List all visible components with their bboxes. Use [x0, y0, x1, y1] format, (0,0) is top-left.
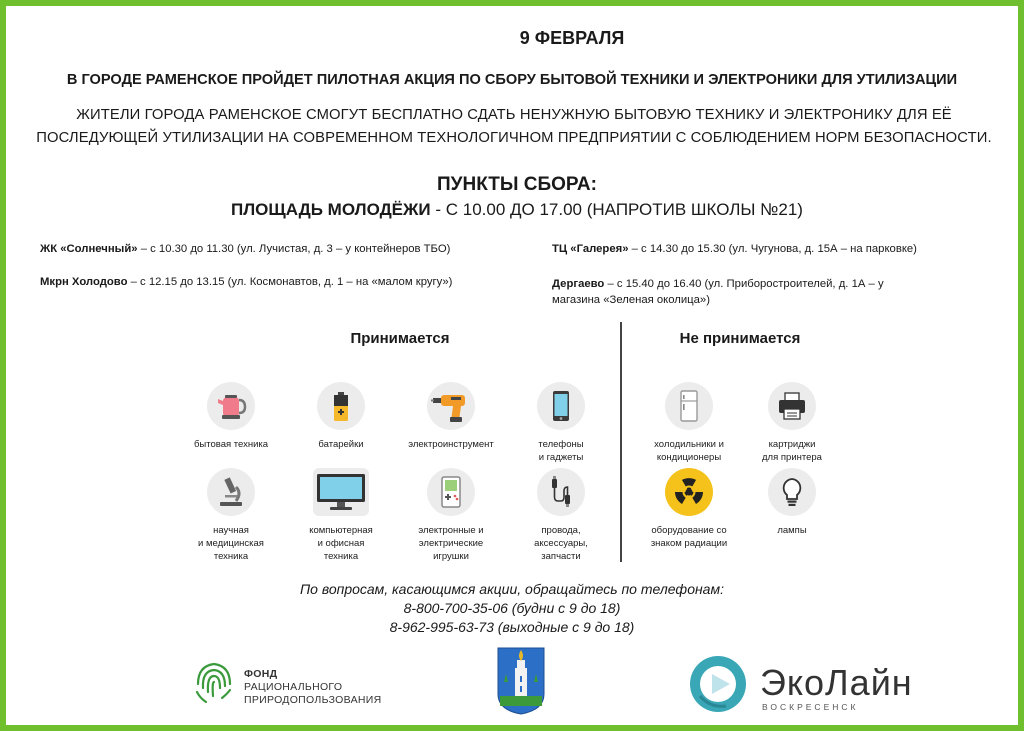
- not-accepted-item: [634, 468, 744, 550]
- main-place-name: ПЛОЩАДЬ МОЛОДЁЖИ: [231, 200, 431, 219]
- item-label: компьютерная: [309, 525, 373, 536]
- item-label: для принтера: [762, 452, 822, 463]
- accepted-item: [176, 468, 286, 563]
- not-accepted-title: Не принимается: [679, 330, 801, 347]
- item-label: электрические: [418, 538, 484, 549]
- kettle-icon: [207, 382, 255, 430]
- main-collection-point: [0, 200, 1024, 220]
- ecoline-name: ЭкоЛайн: [760, 662, 913, 703]
- contact-info: [0, 580, 1024, 637]
- microscope-icon: [207, 468, 255, 516]
- location-name: Мкрн Холодово: [40, 276, 128, 288]
- battery-icon: [317, 382, 365, 430]
- fund-logo-text: [244, 668, 382, 707]
- location-item: [552, 241, 1012, 257]
- item-label: оборудование со: [651, 525, 727, 536]
- item-label: игрушки: [433, 551, 469, 562]
- coat-of-arms-icon: [496, 646, 546, 716]
- item-label: знаком радиации: [650, 538, 728, 549]
- fund-logo-icon: [192, 654, 236, 706]
- item-label: бытовая техника: [193, 439, 269, 450]
- not-accepted-item: [737, 382, 847, 464]
- accepted-item: [506, 468, 616, 563]
- location-details: – с 15.40 до 16.40 (ул. Приборостроителей, д. 1А – у: [604, 278, 884, 290]
- contact-phone-weekends: 8-962-995-63-73 (выходные с 9 до 18): [389, 619, 635, 635]
- location-details-continued: магазина «Зеленая околица»): [552, 294, 710, 306]
- location-name: ЖК «Солнечный»: [40, 243, 138, 255]
- location-name: ТЦ «Галерея»: [552, 243, 629, 255]
- not-accepted-item: [634, 382, 744, 464]
- location-name: Дергаево: [552, 278, 605, 290]
- intro-line-1: ЖИТЕЛИ ГОРОДА РАМЕНСКОЕ СМОГУТ БЕСПЛАТНО СДАТЬ НЕНУЖНУЮ БЫТОВУЮ ТЕХНИКУ И ЭЛЕКТРОНИКУ ДЛЯ ЕЁ: [76, 107, 952, 123]
- location-details: – с 12.15 до 13.15 (ул. Космонавтов, д. 1 – на «малом кругу»): [127, 276, 453, 288]
- ecoline-logo-text: [760, 662, 913, 712]
- item-label: картриджи: [768, 439, 816, 450]
- event-date: 9 ФЕВРАЛЯ: [519, 28, 625, 48]
- item-label: аксессуары,: [534, 538, 588, 549]
- ecoline-city: ВОСКРЕСЕНСК: [762, 702, 859, 712]
- intro-line-2: ПОСЛЕДУЮЩЕЙ УТИЛИЗАЦИИ НА СОВРЕМЕННОМ ТЕХНОЛОГИЧНОМ ПРЕДПРИЯТИИ С СОБЛЮДЕНИЕМ НОРМ БЕЗОПАСНОСТИ.: [36, 130, 992, 146]
- accepted-item: [286, 382, 396, 451]
- contact-intro: По вопросам, касающимся акции, обращайтесь по телефонам:: [300, 581, 724, 597]
- item-label: и гаджеты: [538, 452, 584, 463]
- item-label: батарейки: [318, 439, 364, 450]
- location-item: [40, 274, 540, 290]
- contact-phone-weekdays: 8-800-700-35-06 (будни с 9 до 18): [403, 600, 621, 616]
- cable-icon: [537, 468, 585, 516]
- fund-line-2: РАЦИОНАЛЬНОГО: [244, 681, 343, 693]
- location-item: [40, 241, 540, 257]
- accepted-item: [176, 382, 286, 451]
- phone-icon: [537, 382, 585, 430]
- drill-icon: [427, 382, 475, 430]
- item-label: холодильники и: [654, 439, 724, 450]
- item-label: запчасти: [541, 551, 581, 562]
- item-label: лампы: [777, 525, 807, 536]
- headline: В ГОРОДЕ РАМЕНСКОЕ ПРОЙДЕТ ПИЛОТНАЯ АКЦИЯ ПО СБОРУ БЫТОВОЙ ТЕХНИКИ И ЭЛЕКТРОНИКИ ДЛЯ УТИЛИЗАЦИИ: [66, 72, 958, 88]
- printer-icon: [768, 382, 816, 430]
- item-label: и медицинская: [198, 538, 264, 549]
- accepted-item: [396, 468, 506, 563]
- accepted-item: [396, 382, 506, 451]
- item-label: электронные и: [418, 525, 484, 536]
- location-details: – с 14.30 до 15.30 (ул. Чугунова, д. 15А – на парковке): [628, 243, 917, 255]
- lamp-icon: [768, 468, 816, 516]
- item-label: телефоны: [538, 439, 584, 450]
- section-divider: [620, 322, 622, 562]
- item-label: электроинструмент: [408, 439, 494, 450]
- fridge-icon: [665, 382, 713, 430]
- collection-points-title: ПУНКТЫ СБОРА:: [437, 174, 597, 195]
- location-item: [552, 276, 1012, 308]
- fund-line-1: ФОНД: [244, 668, 278, 680]
- accepted-item: [506, 382, 616, 464]
- intro-text: [14, 104, 1014, 150]
- fund-line-3: ПРИРОДОПОЛЬЗОВАНИЯ: [244, 694, 382, 706]
- item-label: техника: [213, 551, 249, 562]
- accepted-item: [286, 468, 396, 563]
- accepted-title: Принимается: [350, 330, 450, 347]
- main-place-time: - С 10.00 ДО 17.00 (НАПРОТИВ ШКОЛЫ №21): [430, 200, 803, 219]
- game-console-icon: [427, 468, 475, 516]
- item-label: и офисная: [317, 538, 365, 549]
- not-accepted-item: [737, 468, 847, 537]
- item-label: кондиционеры: [656, 452, 722, 463]
- ecoline-logo-icon: [686, 652, 750, 716]
- location-details: – с 10.30 до 11.30 (ул. Лучистая, д. 3 – у контейнеров ТБО): [137, 243, 451, 255]
- radiation-icon: [665, 468, 713, 516]
- item-label: техника: [323, 551, 359, 562]
- monitor-icon: [313, 468, 369, 516]
- item-label: научная: [213, 525, 249, 536]
- item-label: провода,: [541, 525, 581, 536]
